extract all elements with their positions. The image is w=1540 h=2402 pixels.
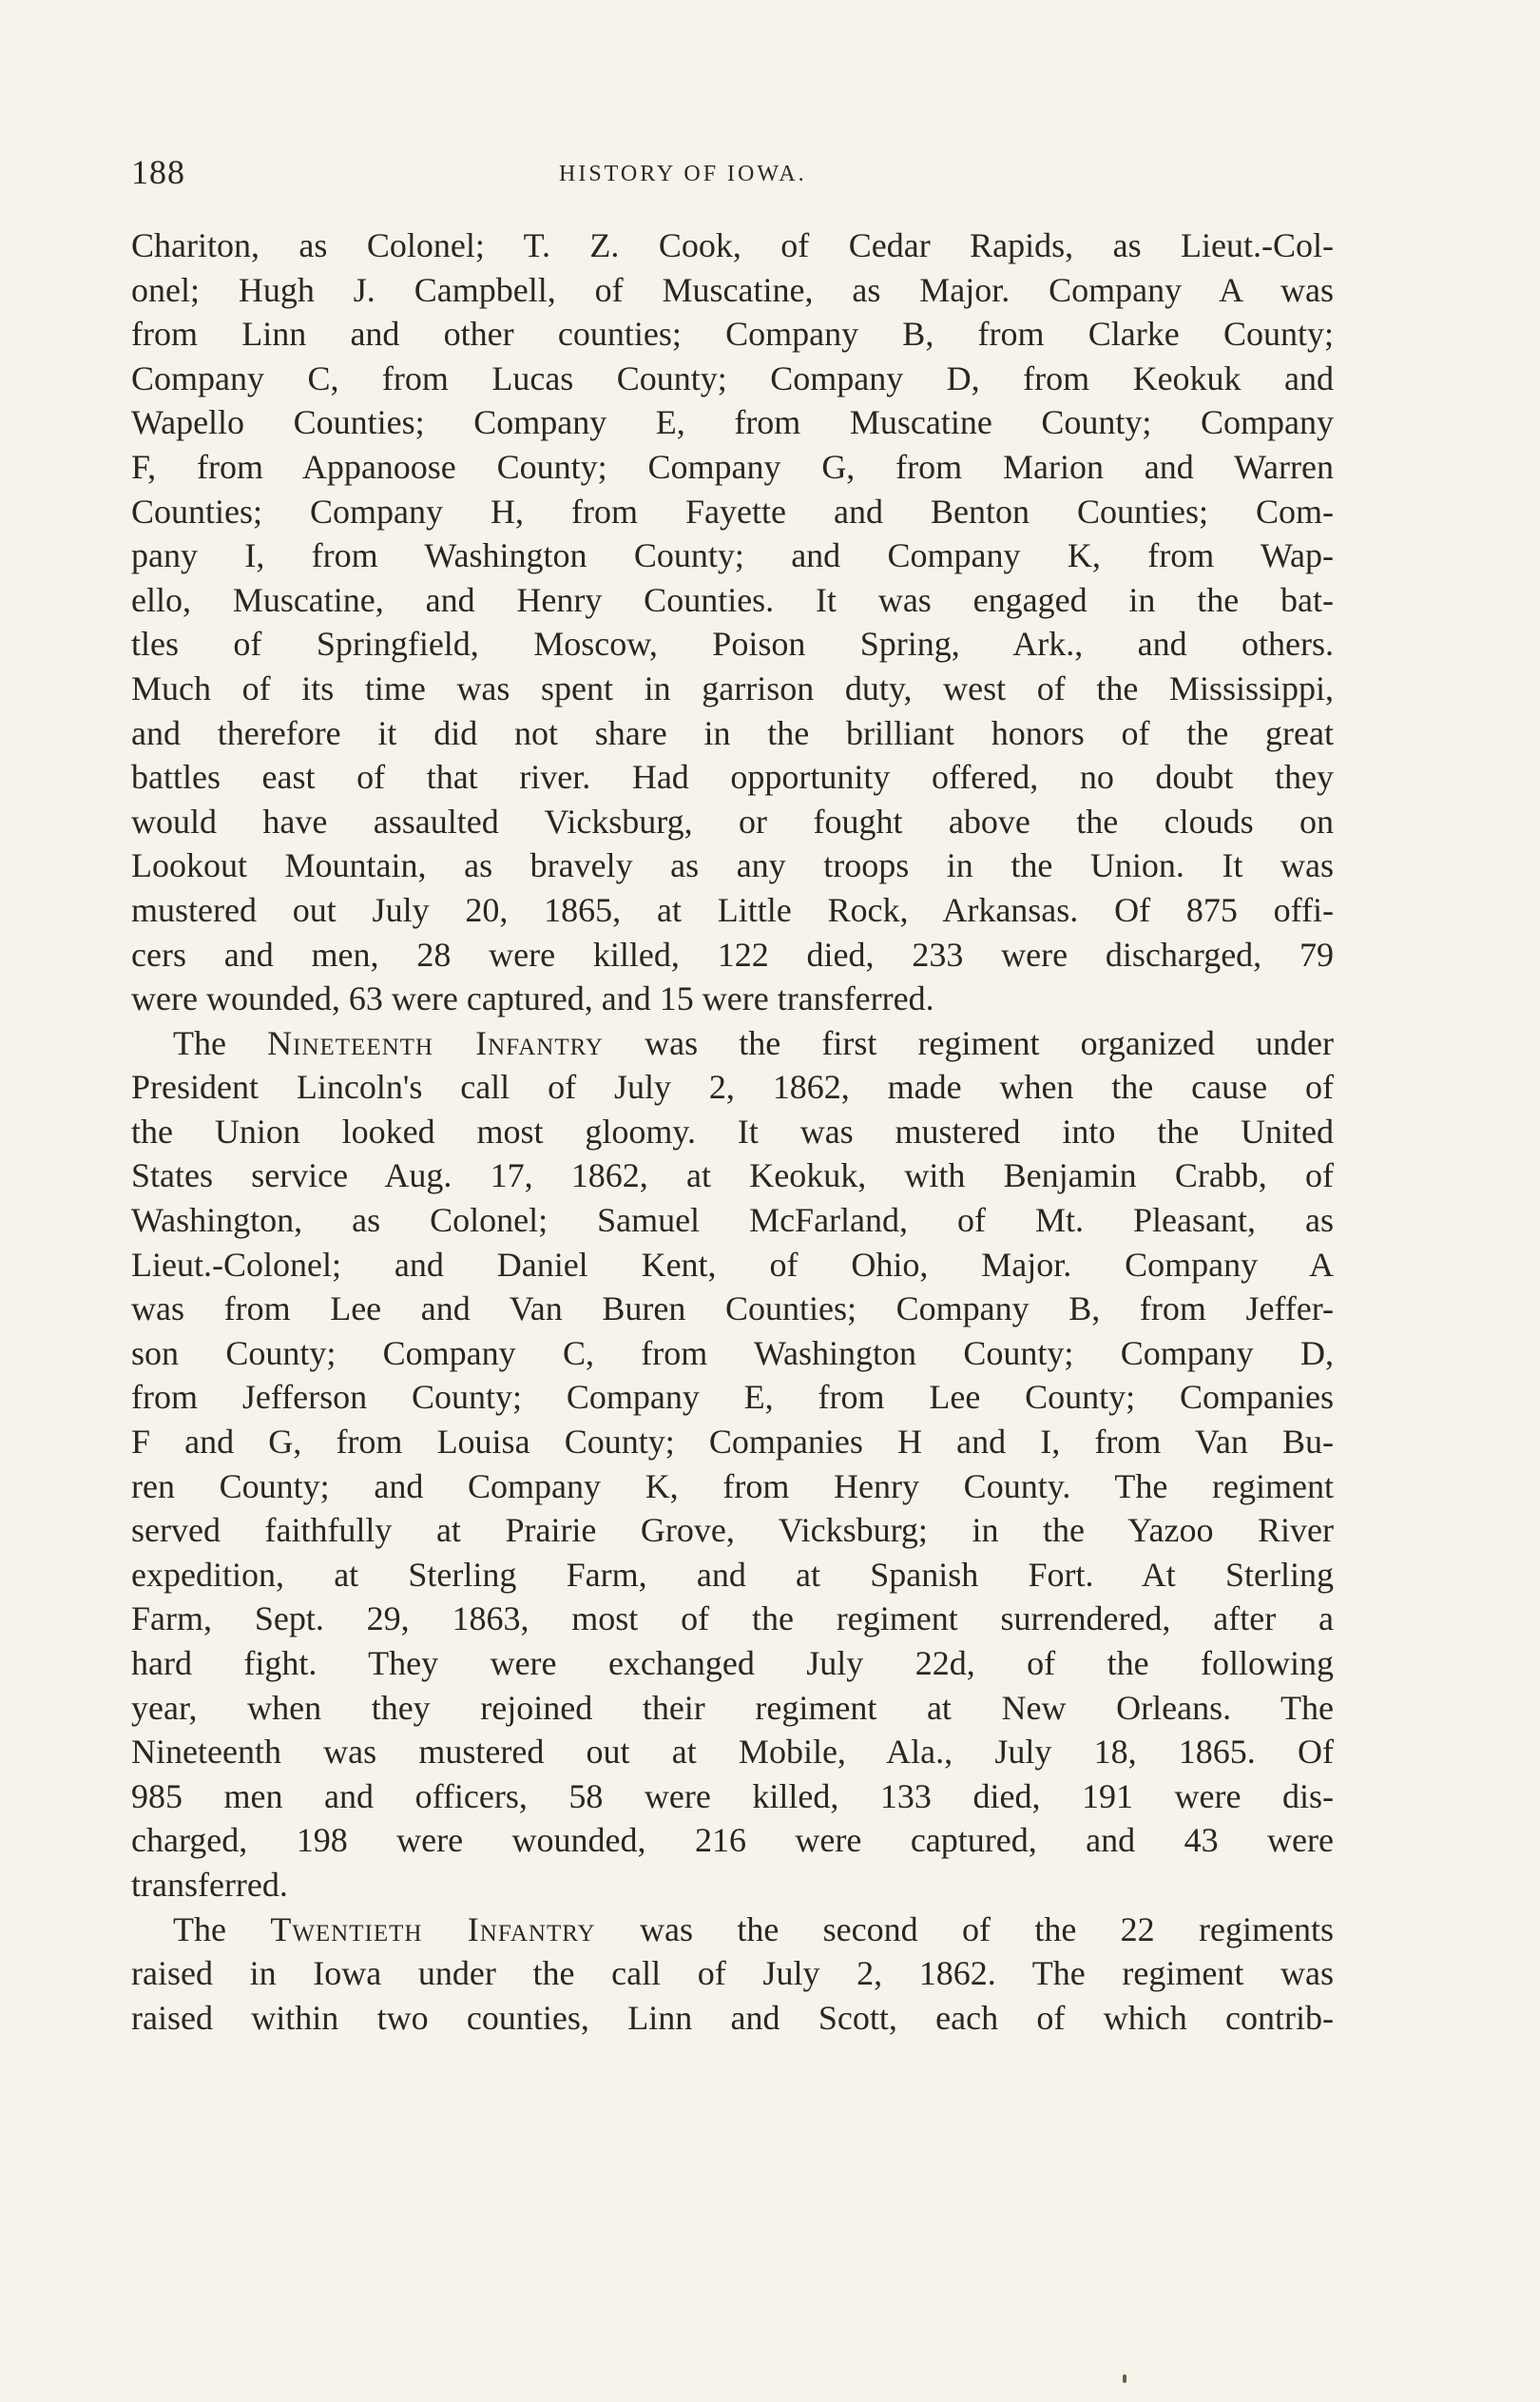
text-line: Lookout Mountain, as bravely as any troops in the Union. It was [131,846,1334,885]
text-rest: was the first regiment organized under [603,1023,1334,1062]
text-line: 985 men and officers, 58 were killed, 133 died, 191 were dis- [131,1776,1334,1815]
text-line: expedition, at Sterling Farm, and at Spanish Fort. At Sterling [131,1555,1334,1594]
page-header [131,152,1329,202]
text-line: was from Lee and Van Buren Counties; Company B, from Jeffer- [131,1289,1334,1328]
ink-speck [1123,2374,1126,2383]
text-line: the Union looked most gloomy. It was mustered into the United [131,1112,1334,1151]
text-line: F and G, from Louisa County; Companies H and I, from Van Bu- [131,1423,1334,1462]
text-line: son County; Company C, from Washington County; Company D, [131,1333,1334,1372]
text-line: transferred. [131,1865,288,1904]
text-lead: The [173,1909,271,1948]
text-line: from Linn and other counties; Company B, from Clarke County; [131,315,1334,354]
text-line: battles east of that river. Had opportunity offered, no doubt they [131,758,1334,797]
text-line: charged, 198 were wounded, 216 were captured, and 43 were [131,1821,1334,1860]
text-line: were wounded, 63 were captured, and 15 were transferred. [131,979,934,1018]
text-line: hard fight. They were exchanged July 22d, of the following [131,1644,1334,1682]
text-line: F, from Appanoose County; Company G, from Marion and Warren [131,447,1334,486]
page-number: 188 [131,153,185,191]
text-line: year, when they rejoined their regiment at New Orleans. The [131,1688,1334,1727]
text-line: pany I, from Washington County; and Company K, from Wap- [131,536,1334,575]
body-text [131,223,1334,2040]
text-line: Much of its time was spent in garrison duty, west of the Mississippi, [131,668,1334,707]
paragraph-start-nineteenth-infantry [131,1021,1334,1066]
text-line: Nineteenth was mustered out at Mobile, Ala., July 18, 1865. Of [131,1733,1334,1772]
text-line: Wapello Counties; Company E, from Muscatine County; Company [131,403,1334,442]
text-line: raised within two counties, Linn and Scott, each of which contrib- [131,1998,1334,2037]
text-line: onel; Hugh J. Campbell, of Muscatine, as Major. Company A was [131,270,1334,309]
running-head: HISTORY OF IOWA. [559,162,807,186]
text-line: tles of Springfield, Moscow, Poison Spring, Ark., and others. [131,625,1334,664]
text-line: cers and men, 28 were killed, 122 died, 233 were discharged, 79 [131,935,1334,974]
text-line: would have assaulted Vicksburg, or fought above the clouds on [131,802,1334,841]
text-line: ello, Muscatine, and Henry Counties. It was engaged in the bat- [131,580,1334,619]
text-line: mustered out July 20, 1865, at Little Rock, Arkansas. Of 875 offi- [131,890,1334,929]
regiment-name: Nineteenth Infantry [267,1023,604,1062]
text-line: Washington, as Colonel; Samuel McFarland, of Mt. Pleasant, as [131,1201,1334,1240]
text-rest: was the second of the 22 regiments [595,1909,1334,1948]
text-line: States service Aug. 17, 1862, at Keokuk, with Benjamin Crabb, of [131,1156,1334,1195]
paragraph-start-twentieth-infantry [131,1908,1334,1952]
text-line: Chariton, as Colonel; T. Z. Cook, of Cedar Rapids, as Lieut.-Col- [131,226,1334,264]
text-lead: The [173,1023,268,1062]
text-line: from Jefferson County; Company E, from Lee County; Companies [131,1378,1334,1417]
text-line: ren County; and Company K, from Henry County. The regiment [131,1466,1334,1505]
regiment-name: Twentieth Infantry [270,1909,596,1948]
text-line: Company C, from Lucas County; Company D, from Keokuk and [131,358,1334,397]
text-line: raised in Iowa under the call of July 2, 1862. The regiment was [131,1954,1334,1993]
text-line: and therefore it did not share in the brilliant honors of the great [131,713,1334,752]
text-line: President Lincoln's call of July 2, 1862, made when the cause of [131,1068,1334,1107]
text-line: Counties; Company H, from Fayette and Benton Counties; Com- [131,492,1334,531]
text-line: Farm, Sept. 29, 1863, most of the regiment surrendered, after a [131,1599,1334,1638]
text-line: Lieut.-Colonel; and Daniel Kent, of Ohio, Major. Company A [131,1245,1334,1284]
text-line: served faithfully at Prairie Grove, Vicksburg; in the Yazoo River [131,1511,1334,1550]
